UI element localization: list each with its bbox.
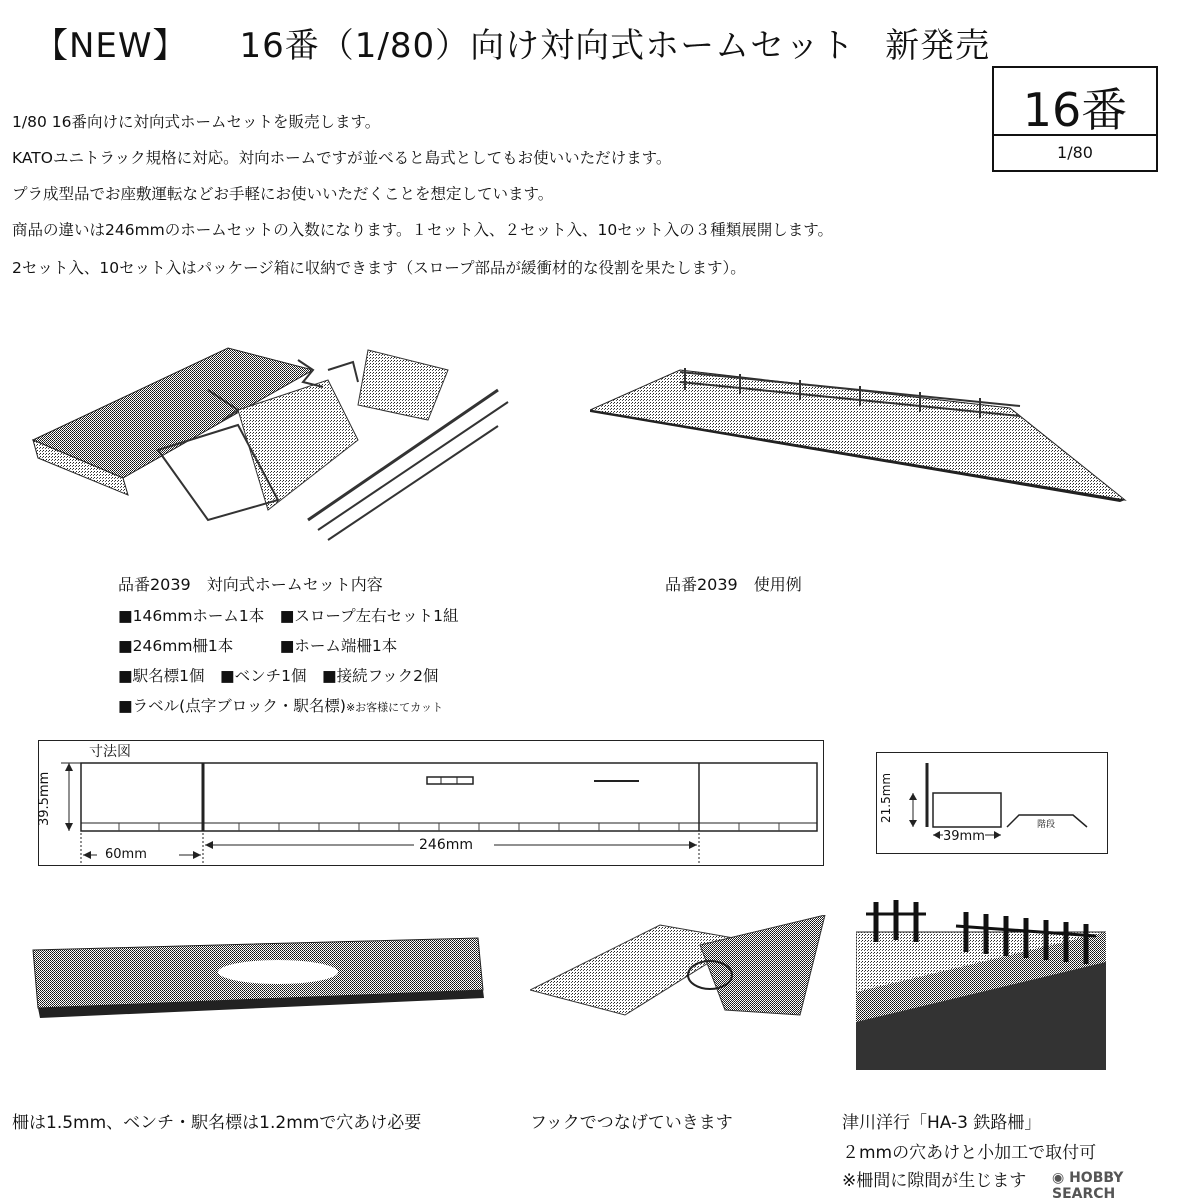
slope-label: 階段 <box>1037 820 1056 830</box>
dimension-drawing-label: 寸法図 <box>89 744 131 760</box>
usage-caption: 品番2039 使用例 <box>665 575 802 594</box>
tsugawa-fence-image <box>856 892 1106 1070</box>
scale-main: 16番 <box>1022 83 1128 137</box>
contents-item-4 <box>118 694 443 716</box>
intro-line-4: 商品の違いは246mmのホームセットの入数になります。１セット入、２セット入、10セット入の３種類展開します。 <box>12 221 834 239</box>
section-width-label: 39mm <box>943 829 985 844</box>
watermark-icon: ◉ <box>1052 1170 1065 1186</box>
contents-item-1: ■146mmホーム1本 ■スロープ左右セット1組 <box>118 607 459 625</box>
intro-line-1: 1/80 16番向けに対向式ホームセットを販売します。 <box>12 113 381 131</box>
fence-image <box>28 930 488 1025</box>
contents-note: ※お客様にてカット <box>345 701 444 714</box>
parts-image <box>28 330 528 550</box>
dimension-drawing <box>38 740 824 866</box>
height-dim-label: 39.5mm <box>37 771 52 827</box>
section-drawing <box>876 752 1108 854</box>
page-title <box>34 18 990 67</box>
scale-box <box>992 66 1158 172</box>
bottom-caption-right-3: ※柵間に隙間が生じます <box>842 1171 1027 1191</box>
scale-sub: 1/80 <box>994 134 1156 170</box>
usage-image <box>590 360 1130 510</box>
contents-item-2: ■246mm柵1本 ■ホーム端柵1本 <box>118 637 398 655</box>
bottom-caption-right-2: ２mmの穴あけと小加工で取付可 <box>842 1143 1097 1163</box>
main-width-label: 246mm <box>419 837 473 853</box>
left-width-label: 60mm <box>105 847 147 862</box>
intro-line-5: 2セット入、10セット入はパッケージ箱に収納できます（スロープ部品が緩衝材的な役割を果たします）。 <box>12 259 746 277</box>
section-height-label: 21.5mm <box>879 772 893 824</box>
bottom-caption-right-1: 津川洋行「HA-3 鉄路柵」 <box>842 1113 1042 1133</box>
contents-caption: 品番2039 対向式ホームセット内容 <box>118 575 383 594</box>
title-text: 16番（1/80）向け対向式ホームセット <box>239 26 856 66</box>
intro-line-2: KATOユニトラック規格に対応。対向ホームですが並べると島式としてもお使いいただけます。 <box>12 149 672 167</box>
watermark <box>1048 1170 1179 1202</box>
contents-item-3: ■駅名標1個 ■ベンチ1個 ■接続フック2個 <box>118 667 439 685</box>
bottom-caption-middle: フックでつなげていきます <box>530 1113 733 1133</box>
hook-image <box>530 915 830 1025</box>
bottom-caption-left: 柵は1.5mm、ベンチ・駅名標は1.2mmで穴あけ必要 <box>12 1113 422 1133</box>
new-tag: 【NEW】 <box>34 26 188 66</box>
watermark-text: HOBBY SEARCH <box>1052 1170 1124 1202</box>
new-release-badge: 新発売 <box>885 26 991 66</box>
contents-item-4-text: ■ラベル(点字ブロック・駅名標) <box>118 697 346 715</box>
intro-line-3: プラ成型品でお座敷運転などお手軽にお使いいただくことを想定しています。 <box>12 185 554 203</box>
